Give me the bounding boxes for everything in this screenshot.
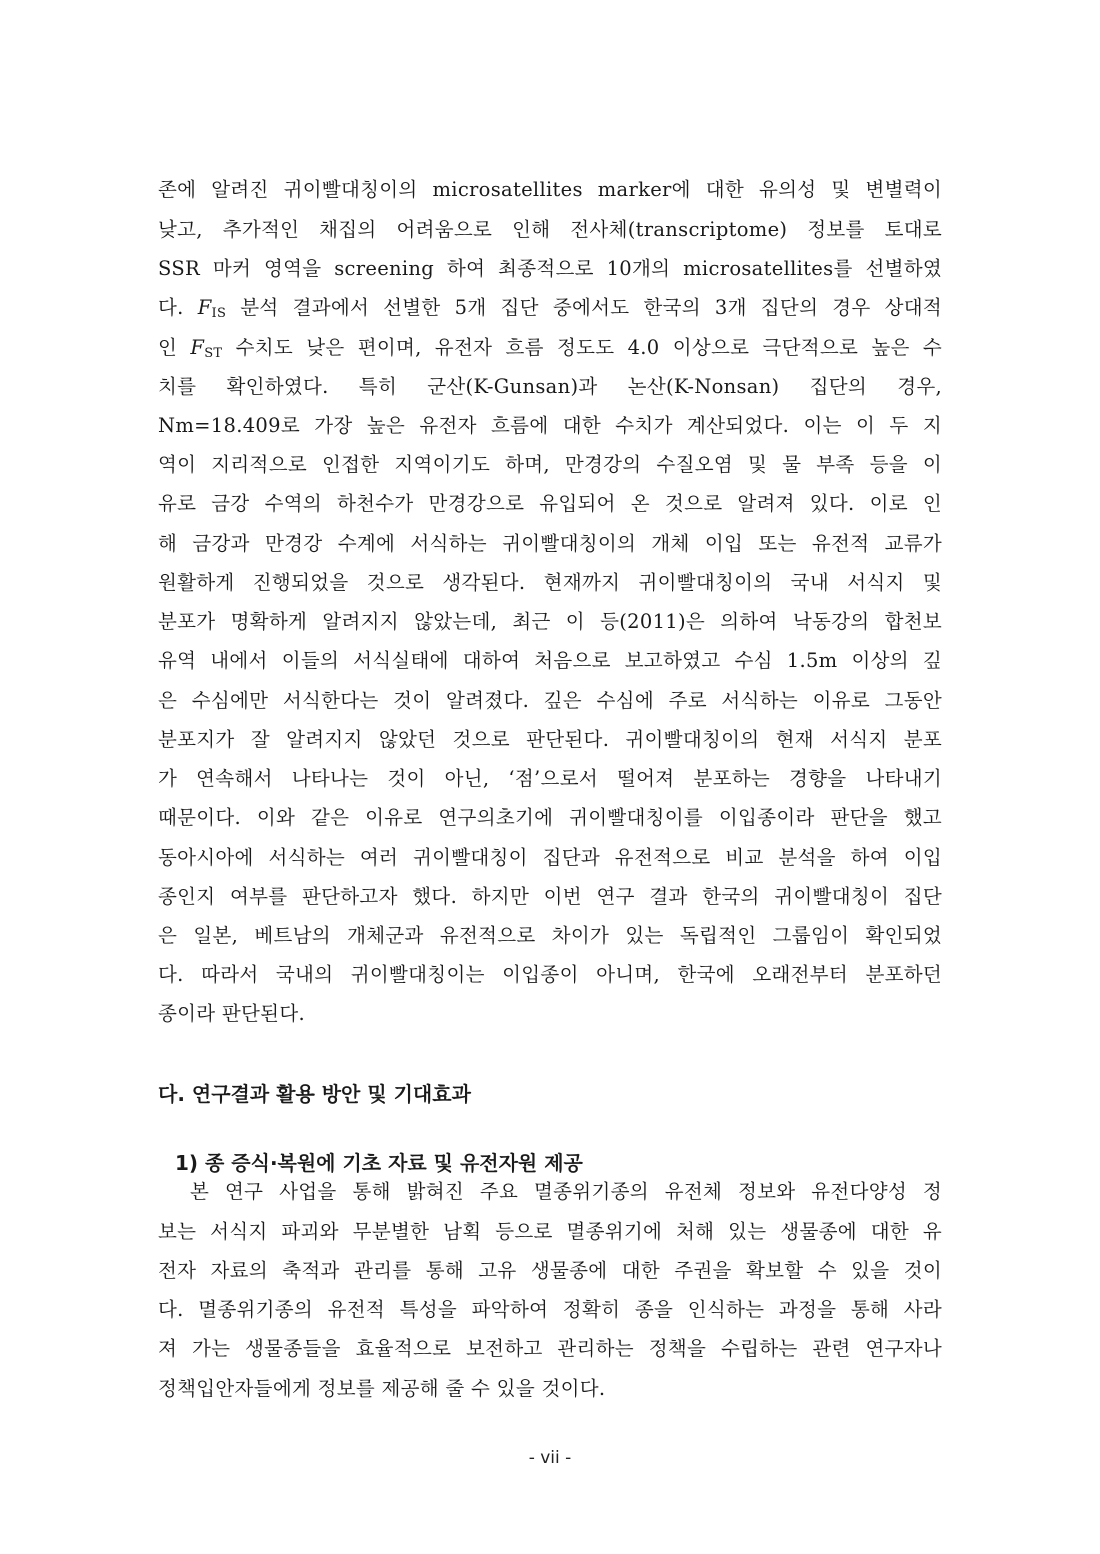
body-line: 유역 내에서 이들의 서식실태에 대하여 처음으로 보고하였고 수심 1.5m 이상의 깊 <box>158 649 942 672</box>
body-line: Nm=18.409로 가장 높은 유전자 흐름에 대한 수치가 계산되었다. 이는 이 두 지 <box>158 414 942 437</box>
body-line: 종인지 여부를 판단하고자 했다. 하지만 이번 연구 결과 한국의 귀이빨대칭이 집단 <box>158 885 942 908</box>
body-line: 분포지가 잘 알려지지 않았던 것으로 판단된다. 귀이빨대칭이의 현재 서식지 분포 <box>158 728 942 751</box>
body-line: 보는 서식지 파괴와 무분별한 남획 등으로 멸종위기에 처해 있는 생물종에 대한 유 <box>158 1220 942 1243</box>
body-line-fis <box>158 296 942 326</box>
fst-symbol: F <box>190 336 205 359</box>
body-line: 존에 알려진 귀이빨대칭이의 microsatellites marker에 대한 유의성 및 변별력이 <box>158 178 942 201</box>
body-line: 치를 확인하였다. 특히 군산(K-Gunsan)과 논산(K-Nonsan) 집단의 경우, <box>158 375 942 398</box>
body-line: 다. 따라서 국내의 귀이빨대칭이는 이입종이 아니며, 한국에 오래전부터 분포하던 <box>158 963 942 986</box>
body-line: 은 수심에만 서식한다는 것이 알려졌다. 깊은 수심에 주로 서식하는 이유로 그동안 <box>158 689 942 712</box>
body-line: 본 연구 사업을 통해 밝혀진 주요 멸종위기종의 유전체 정보와 유전다양성 정 <box>190 1180 942 1203</box>
body-line: 동아시아에 서식하는 여러 귀이빨대칭이 집단과 유전적으로 비교 분석을 하여 이입 <box>158 846 942 869</box>
body-line: 낮고, 추가적인 채집의 어려움으로 인해 전사체(transcriptome) 정보를 토대로 <box>158 218 942 241</box>
body-line: SSR 마커 영역을 screening 하여 최종적으로 10개의 microsatellites를 선별하였 <box>158 257 942 280</box>
fis-subscript: IS <box>211 306 227 321</box>
body-line: 원활하게 진행되었을 것으로 생각된다. 현재까지 귀이빨대칭이의 국내 서식지 및 <box>158 571 942 594</box>
body-line: 전자 자료의 축적과 관리를 통해 고유 생물종에 대한 주권을 확보할 수 있을 것이 <box>158 1259 942 1282</box>
body-line-last: 종이라 판단된다. <box>158 1002 305 1025</box>
body-line: 가 연속해서 나타나는 것이 아닌, ‘점’으로서 떨어져 분포하는 경향을 나타내기 <box>158 767 942 790</box>
body-line-fst <box>158 336 942 366</box>
line-rest: 수치도 낮은 편이며, 유전자 흐름 정도도 4.0 이상으로 극단적으로 높은 수 <box>222 336 942 359</box>
line-prefix: 인 <box>158 336 191 359</box>
page-number: - vii - <box>528 1448 572 1468</box>
fis-symbol: F <box>197 296 212 319</box>
fst-subscript: ST <box>204 346 223 361</box>
body-line: 은 일본, 베트남의 개체군과 유전적으로 차이가 있는 독립적인 그룹임이 확인되었 <box>158 924 942 947</box>
body-line: 역이 지리적으로 인접한 지역이기도 하며, 만경강의 수질오염 및 물 부족 등을 이 <box>158 453 942 476</box>
line-prefix: 다. <box>158 296 198 319</box>
body-line: 해 금강과 만경강 수계에 서식하는 귀이빨대칭이의 개체 이입 또는 유전적 교류가 <box>158 532 942 555</box>
line-rest: 분석 결과에서 선별한 5개 집단 중에서도 한국의 3개 집단의 경우 상대적 <box>226 296 942 319</box>
body-line: 때문이다. 이와 같은 이유로 연구의초기에 귀이빨대칭이를 이입종이라 판단을 했고 <box>158 806 942 829</box>
body-line: 져 가는 생물종들을 효율적으로 보전하고 관리하는 정책을 수립하는 관련 연구자나 <box>158 1337 942 1360</box>
body-line: 유로 금강 수역의 하천수가 만경강으로 유입되어 온 것으로 알려져 있다. 이로 인 <box>158 492 942 515</box>
body-line: 다. 멸종위기종의 유전적 특성을 파악하여 정확히 종을 인식하는 과정을 통해 사라 <box>158 1298 942 1321</box>
subsection-heading: 1) 종 증식·복원에 기초 자료 및 유전자원 제공 <box>175 1151 583 1175</box>
body-line: 분포가 명확하게 알려지지 않았는데, 최근 이 등(2011)은 의하여 낙동강의 합천보 <box>158 610 942 633</box>
section-heading: 다. 연구결과 활용 방안 및 기대효과 <box>158 1082 471 1106</box>
body-line-last: 정책입안자들에게 정보를 제공해 줄 수 있을 것이다. <box>158 1377 606 1400</box>
